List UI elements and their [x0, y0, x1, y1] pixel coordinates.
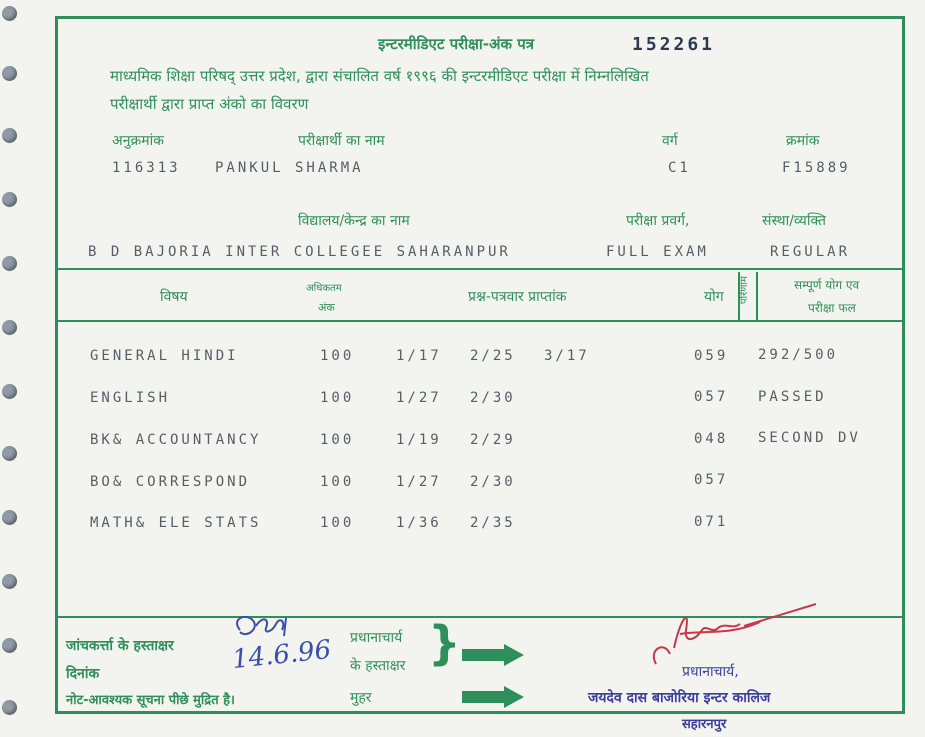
serial-label: क्रमांक: [786, 133, 820, 149]
name-value: PANKUL SHARMA: [215, 160, 364, 176]
col-overall-line2: परीक्षा फल: [808, 301, 856, 315]
binder-hole: [2, 320, 17, 335]
paper2-cell: 2/29: [470, 432, 516, 448]
binder-hole: [2, 638, 17, 653]
class-label: वर्ग: [662, 133, 678, 149]
date-label: दिनांक: [66, 666, 100, 682]
institution-label: संस्था/व्यक्ति: [762, 213, 826, 229]
serial-number: 152261: [632, 34, 716, 55]
paper2-cell: 2/25: [470, 348, 516, 364]
stamp-title: प्रधानाचार्य,: [682, 664, 739, 680]
paper1-cell: 1/17: [396, 348, 442, 364]
stamp-line-1: जयदेव दास बाजोरिया इन्टर कालिज: [588, 690, 771, 706]
school-label: विद्यालय/केन्द्र का नाम: [298, 213, 410, 229]
subject-cell: MATH& ELE STATS: [90, 515, 262, 531]
paper1-cell: 1/27: [396, 474, 442, 490]
paper2-cell: 2/30: [470, 390, 516, 406]
result-cell: SECOND DV: [758, 430, 861, 446]
binder-hole: [2, 384, 17, 399]
roll-value: 116313: [112, 160, 181, 176]
binder-hole: [2, 510, 17, 525]
binder-hole: [2, 192, 17, 207]
subject-cell: BK& ACCOUNTANCY: [90, 432, 262, 448]
max-cell: 100: [320, 390, 355, 406]
principal-label-1: प्रधानाचार्य: [350, 630, 403, 646]
name-label: परीक्षार्थी का नाम: [298, 133, 385, 149]
paper1-cell: 1/19: [396, 432, 442, 448]
table-header-rule: [58, 320, 903, 322]
brace-glyph: }: [428, 616, 461, 670]
subject-cell: GENERAL HINDI: [90, 348, 239, 364]
total-cell: 057: [694, 389, 729, 405]
binder-hole: [2, 574, 17, 589]
principal-label-2: के हस्ताक्षर: [350, 658, 406, 674]
total-cell: 057: [694, 472, 729, 488]
col-total: योग: [704, 289, 724, 305]
roll-label: अनुक्रमांक: [112, 133, 164, 149]
result-col-divider-2: [756, 272, 758, 320]
subject-cell: BO& CORRESPOND: [90, 474, 251, 490]
intro-line-2: परीक्षार्थी द्वारा प्राप्त अंको का विवरण: [110, 95, 309, 113]
institution-value: REGULAR: [770, 244, 851, 260]
max-cell: 100: [320, 432, 355, 448]
col-max-line1: अधिकतम: [306, 283, 342, 294]
paper1-cell: 1/36: [396, 515, 442, 531]
stamp-line-2: सहारनपुर: [682, 717, 727, 732]
total-cell: 071: [694, 514, 729, 530]
result-cell: PASSED: [758, 389, 827, 405]
serial-value: F15889: [782, 160, 851, 176]
paper2-cell: 2/35: [470, 515, 516, 531]
exam-type-value: FULL EXAM: [606, 244, 709, 260]
result-cell: 292/500: [758, 347, 839, 363]
binder-hole: [2, 446, 17, 461]
arrow-right-icon: [462, 644, 524, 666]
seal-label: मुहर: [350, 690, 372, 706]
exam-type-label: परीक्षा प्रवर्ग,: [626, 213, 690, 229]
col-result-mark: परिणाम: [739, 276, 750, 305]
max-cell: 100: [320, 474, 355, 490]
binder-hole: [2, 700, 17, 715]
school-value: B D BAJORIA INTER COLLEGEE SAHARANPUR: [88, 244, 511, 260]
table-top-rule: [58, 268, 903, 270]
marksheet-title: इन्टरमीडिएट परीक्षा-अंक पत्र: [378, 35, 535, 53]
paper1-cell: 1/27: [396, 390, 442, 406]
col-overall-line1: सम्पूर्ण योग एव: [794, 278, 860, 292]
checker-sign-label: जांचकर्त्ता के हस्ताक्षर: [66, 638, 174, 654]
handwritten-date: 14.6.96: [230, 634, 333, 676]
binder-hole: [2, 128, 17, 143]
principal-signature: [640, 600, 820, 670]
subject-cell: ENGLISH: [90, 390, 171, 406]
paper2-cell: 2/30: [470, 474, 516, 490]
intro-line-1: माध्यमिक शिक्षा परिषद् उत्तर प्रदेश, द्वारा संचालित वर्ष १९९६ की इन्टरमीडिएट परीक्षा में निम्नलिखित: [110, 67, 649, 85]
total-cell: 048: [694, 431, 729, 447]
binder-hole: [2, 66, 17, 81]
col-subject: विषय: [160, 289, 188, 305]
max-cell: 100: [320, 348, 355, 364]
binder-hole: [2, 6, 17, 21]
col-max-line2: अंक: [318, 301, 335, 314]
col-papers: प्रश्न-पत्रवार प्राप्तांक: [468, 289, 567, 305]
max-cell: 100: [320, 515, 355, 531]
paper3-cell: 3/17: [544, 348, 590, 364]
total-cell: 059: [694, 348, 729, 364]
binder-hole: [2, 256, 17, 271]
arrow-right-icon: [462, 686, 524, 708]
note-text: नोट-आवश्यक सूचना पीछे मुद्रित है।: [66, 693, 235, 708]
class-value: C1: [668, 160, 691, 176]
